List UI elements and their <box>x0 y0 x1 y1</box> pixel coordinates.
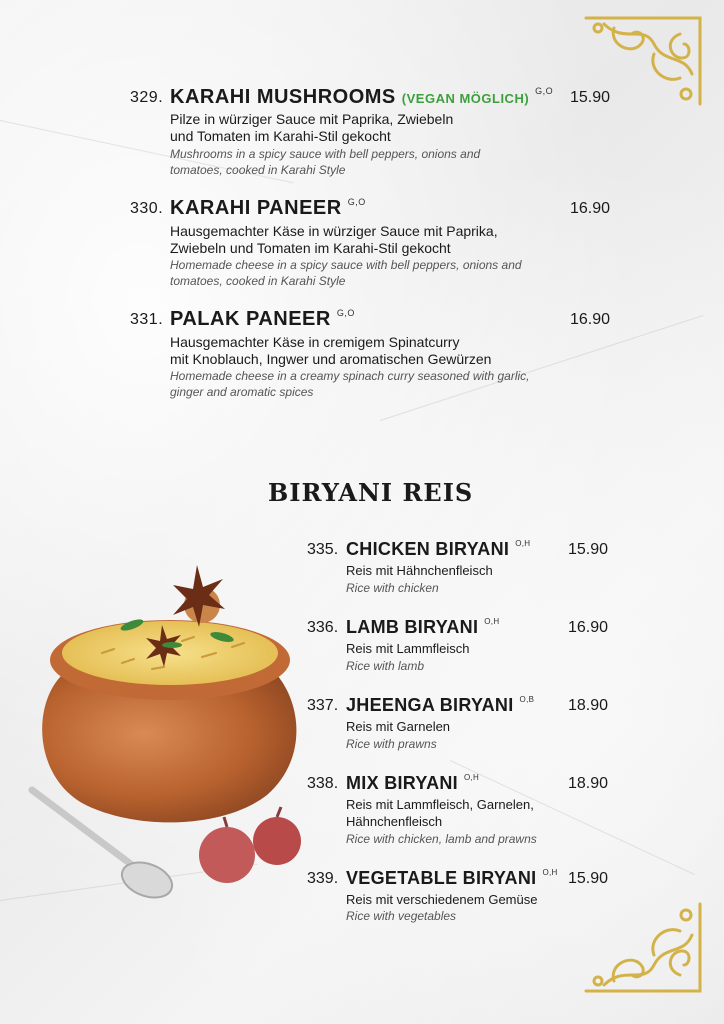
item-title <box>346 695 534 716</box>
german-description: Reis mit Lammfleisch <box>346 641 470 656</box>
item-price: 15.90 <box>568 541 609 558</box>
german-description: Reis mit Lammfleisch, Garnelen, <box>346 797 534 812</box>
item-number: 336. <box>307 619 339 636</box>
item-title <box>170 197 366 220</box>
item-price: 16.90 <box>570 311 611 328</box>
item-number: 337. <box>307 697 339 714</box>
german-description: Hausgemachter Käse in würziger Sauce mit Paprika, <box>170 223 498 239</box>
german-description: Reis mit Hähnchenfleisch <box>346 563 493 578</box>
item-title-text: JHEENGA BIRYANI <box>346 695 514 715</box>
german-description: Pilze in würziger Sauce mit Paprika, Zwiebeln <box>170 111 454 127</box>
item-title-text: CHICKEN BIRYANI <box>346 539 510 559</box>
english-description: Rice with chicken, lamb and prawns <box>346 832 537 846</box>
german-description: Hähnchenfleisch <box>346 814 443 829</box>
english-description: tomatoes, cooked in Karahi Style <box>170 274 346 288</box>
vegan-note: (VEGAN MÖGLICH) <box>401 91 530 106</box>
allergen-codes: O,H <box>542 868 558 877</box>
allergen-codes: O,H <box>464 773 480 782</box>
section-title: BIRYANI REIS <box>268 478 474 507</box>
item-title-text: LAMB BIRYANI <box>346 617 479 637</box>
item-title <box>170 308 355 331</box>
item-title <box>346 773 479 794</box>
allergen-codes: G,O <box>347 197 366 207</box>
item-price: 16.90 <box>568 619 609 636</box>
english-description: tomatoes, cooked in Karahi Style <box>170 163 346 177</box>
german-description: mit Knoblauch, Ingwer und aromatischen Gewürzen <box>170 351 492 367</box>
english-description: Homemade cheese in a spicy sauce with bell peppers, onions and <box>170 258 522 272</box>
item-price: 16.90 <box>570 200 611 217</box>
german-description: Zwiebeln und Tomaten im Karahi-Stil gekocht <box>170 240 451 256</box>
item-price: 15.90 <box>570 89 611 106</box>
item-title <box>170 86 553 109</box>
biryani-pot-illustration <box>22 545 312 910</box>
item-number: 329. <box>130 89 164 106</box>
english-description: Rice with chicken <box>346 581 439 595</box>
allergen-codes: G,O <box>336 308 355 318</box>
english-description: Mushrooms in a spicy sauce with bell peppers, onions and <box>170 147 481 161</box>
english-description: Rice with lamb <box>346 659 425 673</box>
item-title-text: MIX BIRYANI <box>346 773 458 793</box>
item-number: 338. <box>307 775 339 792</box>
german-description: Reis mit verschiedenem Gemüse <box>346 892 538 907</box>
gold-ornament-icon <box>584 900 704 995</box>
german-description: Hausgemachter Käse in cremigem Spinatcurry <box>170 334 460 350</box>
english-description: Rice with prawns <box>346 737 437 751</box>
allergen-codes: G,O <box>535 86 554 96</box>
item-price: 15.90 <box>568 870 609 887</box>
item-number: 335. <box>307 541 339 558</box>
item-title-text: PALAK PANEER <box>170 308 331 330</box>
item-title-text: KARAHI MUSHROOMS <box>170 86 396 108</box>
item-title-text: KARAHI PANEER <box>170 197 342 219</box>
item-price: 18.90 <box>568 697 609 714</box>
allergen-codes: O,H <box>515 539 531 548</box>
english-description: ginger and aromatic spices <box>170 385 314 399</box>
item-price: 18.90 <box>568 775 609 792</box>
item-number: 331. <box>130 311 164 328</box>
allergen-codes: O,B <box>519 695 535 704</box>
item-title-text: VEGETABLE BIRYANI <box>346 868 537 888</box>
german-description: und Tomaten im Karahi-Stil gekocht <box>170 128 391 144</box>
allergen-codes: O,H <box>484 617 500 626</box>
item-number: 330. <box>130 200 164 217</box>
english-description: Homemade cheese in a creamy spinach curry seasoned with garlic, <box>170 369 530 383</box>
item-title <box>346 539 530 560</box>
item-title <box>346 868 558 889</box>
english-description: Rice with vegetables <box>346 909 457 923</box>
german-description: Reis mit Garnelen <box>346 719 451 734</box>
item-title <box>346 617 499 638</box>
item-number: 339. <box>307 870 339 887</box>
